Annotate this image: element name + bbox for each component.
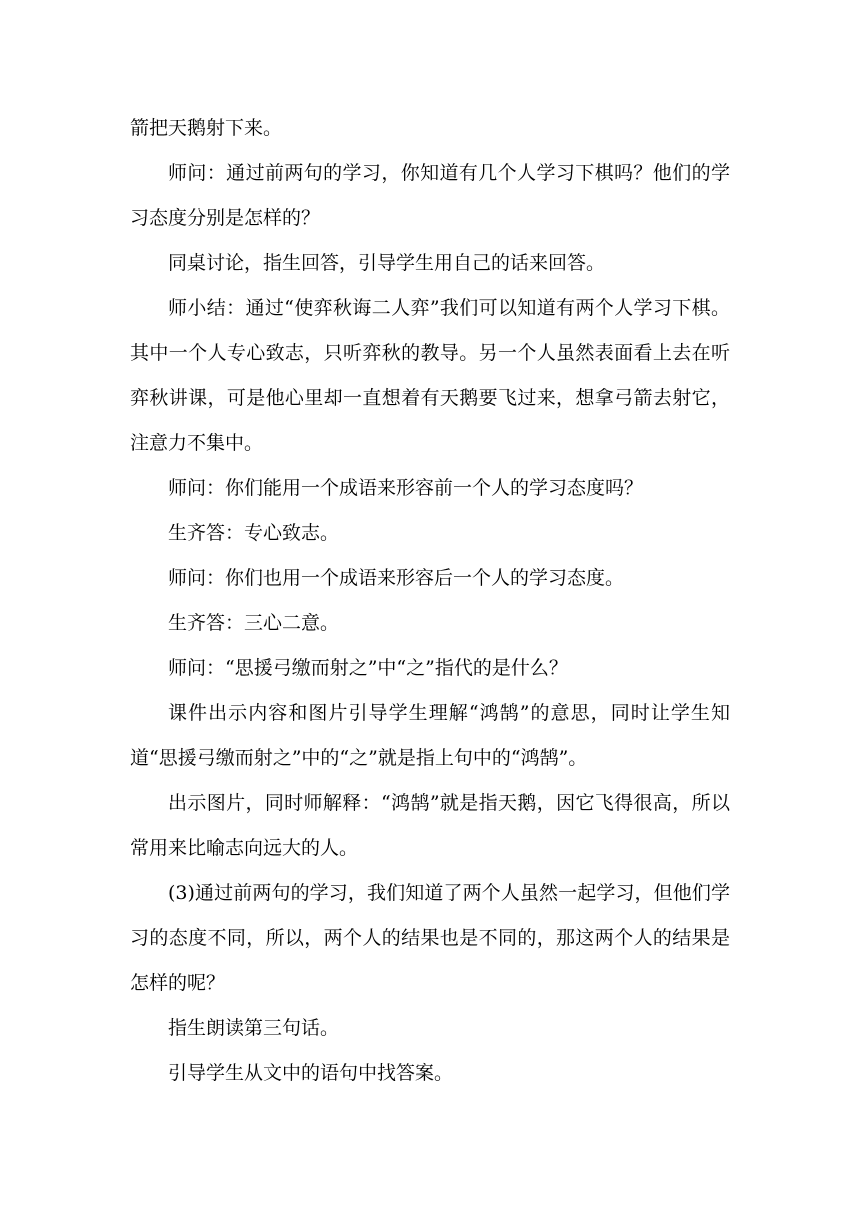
paragraph: (3)通过前两句的学习，我们知道了两个人虽然一起学习，但他们学习的态度不同，所以，两个人的结果也是不同的，那这两个人的结果是怎样的呢？ xyxy=(130,882,730,994)
paragraph: 师问：你们也用一个成语来形容后一个人的学习态度。 xyxy=(168,567,625,589)
paragraph: 师小结：通过“使弈秋诲二人弈”我们可以知道有两个人学习下棋。其中一个人专心致志，只听弈秋的教导。另一个人虽然表面看上去在听弈秋讲课，可是他心里却一直想着有天鹅要飞过来，想拿弓箭去射它，注意力不集中。 xyxy=(130,297,730,454)
paragraph: 生齐答：三心二意。 xyxy=(168,612,340,634)
paragraph: 师问：“思援弓缴而射之”中“之”指代的是什么？ xyxy=(168,657,568,679)
paragraph: 指生朗读第三句话。 xyxy=(168,1017,340,1039)
document-body xyxy=(130,106,730,1096)
paragraph: 箭把天鹅射下来。 xyxy=(130,117,283,139)
paragraph: 师问：通过前两句的学习，你知道有几个人学习下棋吗？他们的学习态度分别是怎样的？ xyxy=(130,162,730,229)
paragraph: 引导学生从文中的语句中找答案。 xyxy=(168,1062,454,1084)
paragraph: 课件出示内容和图片引导学生理解“鸿鹄”的意思，同时让学生知道“思援弓缴而射之”中的“之”就是指上句中的“鸿鹄”。 xyxy=(130,702,730,769)
paragraph: 同桌讨论，指生回答，引导学生用自己的话来回答。 xyxy=(168,252,606,274)
paragraph: 生齐答：专心致志。 xyxy=(168,522,340,544)
paragraph: 师问：你们能用一个成语来形容前一个人的学习态度吗？ xyxy=(168,477,644,499)
paragraph: 出示图片，同时师解释：“鸿鹄”就是指天鹅，因它飞得很高，所以常用来比喻志向远大的人。 xyxy=(130,792,730,859)
